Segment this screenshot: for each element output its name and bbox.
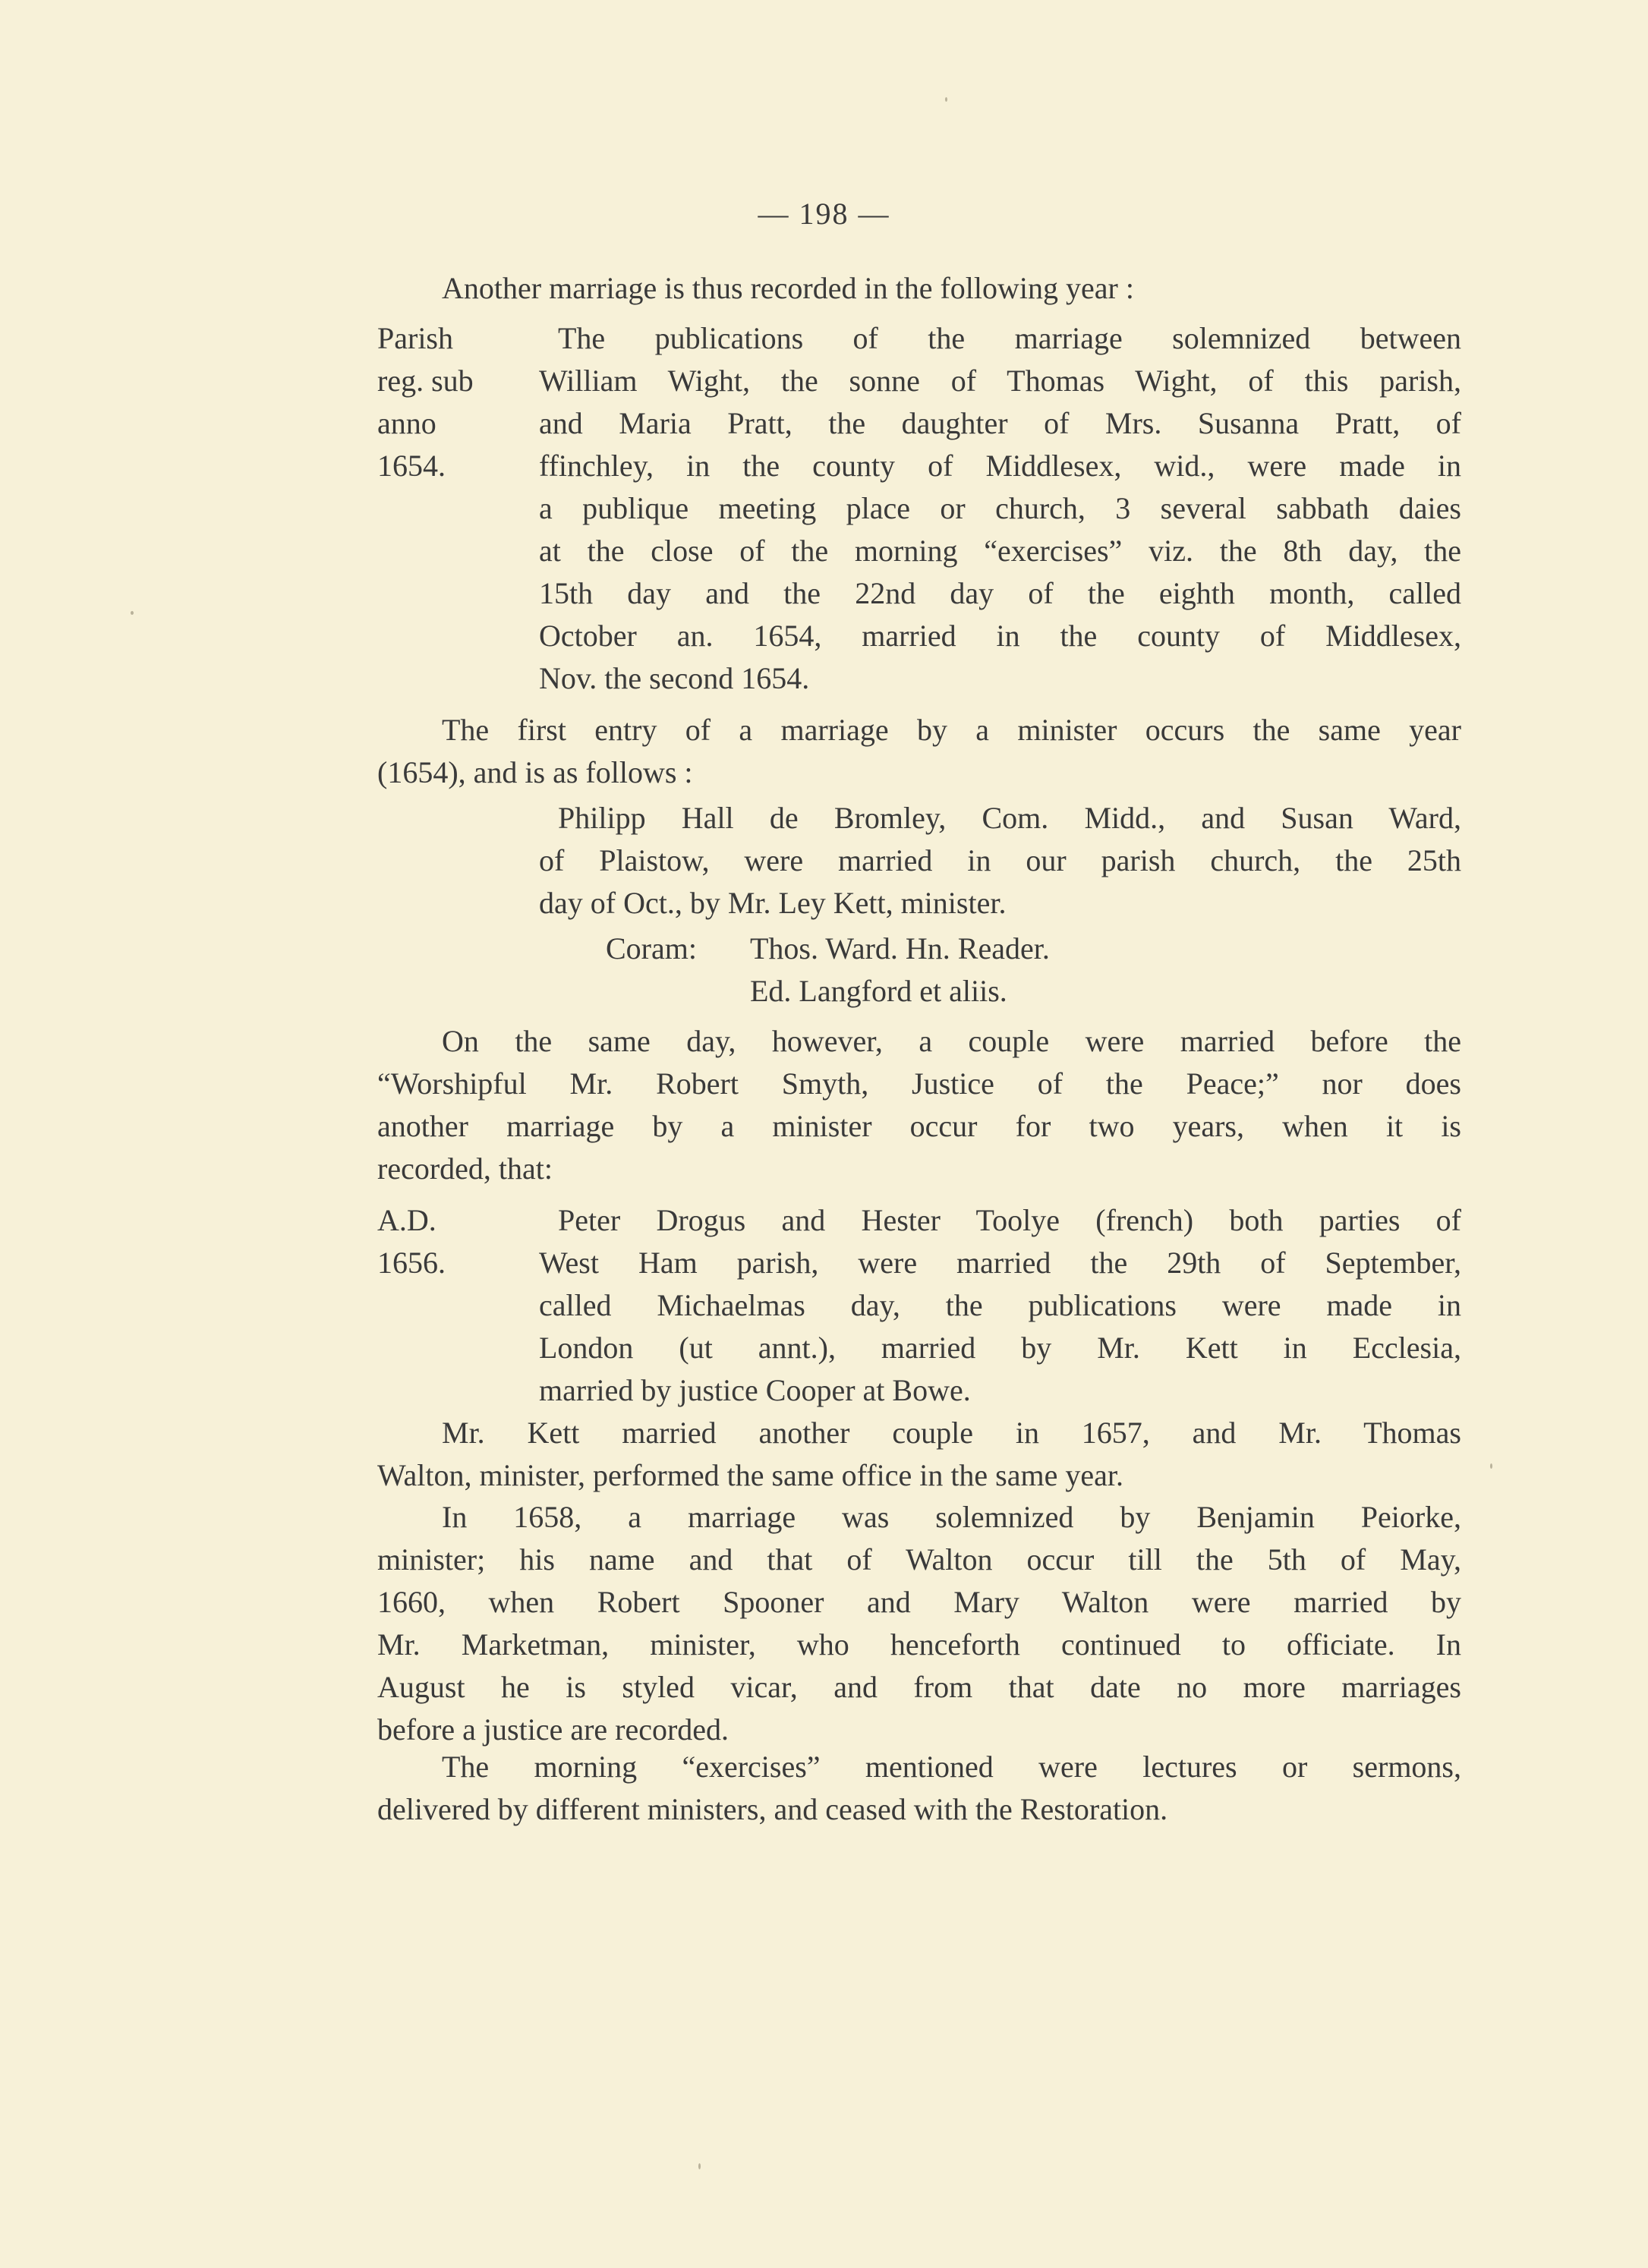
text-line: of Plaistow, were married in our parish church, the 25th bbox=[539, 843, 1461, 877]
hall-ward-extract bbox=[539, 797, 1461, 925]
kett-paragraph bbox=[377, 1412, 1461, 1497]
coram-label: Coram: bbox=[606, 931, 697, 965]
witness-line: Ed. Langford et aliis. bbox=[750, 974, 1007, 1008]
text-line: The publications of the marriage solemnized between bbox=[558, 321, 1461, 355]
text-line: The morning “exercises” mentioned were lectures or sermons, bbox=[442, 1750, 1461, 1784]
register-extract-1656 bbox=[539, 1199, 1461, 1412]
paper-speck bbox=[945, 97, 947, 102]
text-line: “Worshipful Mr. Robert Smyth, Justice of the Peace;” nor does bbox=[377, 1066, 1461, 1101]
margin-note-line: reg. sub bbox=[377, 364, 474, 398]
text-line: Nov. the second 1654. bbox=[539, 661, 810, 695]
margin-note-line: Parish bbox=[377, 321, 453, 355]
text-line: West Ham parish, were married the 29th of September, bbox=[539, 1246, 1461, 1280]
text-line: In 1658, a marriage was solemnized by Benjamin Peiorke, bbox=[442, 1500, 1461, 1534]
text-line: Walton, minister, performed the same office in the same year. bbox=[377, 1458, 1123, 1492]
text-line: delivered by different ministers, and ceased with the Restoration. bbox=[377, 1792, 1168, 1826]
text-line: Mr. Kett married another couple in 1657, and Mr. Thomas bbox=[442, 1416, 1461, 1450]
margin-note-line: 1654. bbox=[377, 449, 446, 483]
text-line: The first entry of a marriage by a minister occurs the same year bbox=[442, 713, 1461, 747]
text-line: a publique meeting place or church, 3 several sabbath daies bbox=[539, 491, 1461, 525]
margin-note-1654 bbox=[377, 317, 529, 487]
marriage-1658-paragraph bbox=[377, 1496, 1461, 1751]
text-line: 1660, when Robert Spooner and Mary Walton were married by bbox=[377, 1585, 1461, 1619]
witness-line: Thos. Ward. Hn. Reader. bbox=[750, 931, 1050, 965]
witnesses-block bbox=[606, 928, 1050, 1013]
same-day-paragraph bbox=[377, 1020, 1461, 1190]
paper-speck bbox=[1490, 1463, 1492, 1469]
margin-note-line: A.D. bbox=[377, 1203, 436, 1237]
intro-paragraph bbox=[377, 267, 1461, 310]
text-line: 15th day and the 22nd day of the eighth month, called bbox=[539, 576, 1461, 610]
text-line: another marriage by a minister occur for two years, when it is bbox=[377, 1109, 1461, 1143]
text-line: Mr. Marketman, minister, who henceforth continued to officiate. In bbox=[377, 1627, 1461, 1662]
text-line: August he is styled vicar, and from that date no more marriages bbox=[377, 1670, 1461, 1704]
text-line: minister; his name and that of Walton occur till the 5th of May, bbox=[377, 1542, 1461, 1577]
text-line: On the same day, however, a couple were married before the bbox=[442, 1024, 1461, 1058]
text-line: ffinchley, in the county of Middlesex, wid., were made in bbox=[539, 449, 1461, 483]
text-line: Peter Drogus and Hester Toolye (french) both parties of bbox=[558, 1203, 1461, 1237]
margin-note-1656 bbox=[377, 1199, 529, 1284]
text-line: at the close of the morning “exercises” viz. the 8th day, the bbox=[539, 534, 1461, 568]
margin-note-line: 1656. bbox=[377, 1246, 446, 1280]
register-extract-1654 bbox=[539, 317, 1461, 700]
page-number: — 198 — bbox=[758, 197, 890, 231]
text-line: Another marriage is thus recorded in the following year : bbox=[442, 271, 1134, 305]
text-line: called Michaelmas day, the publications were made in bbox=[539, 1288, 1461, 1322]
paper-speck bbox=[131, 611, 134, 615]
text-line: day of Oct., by Mr. Ley Kett, minister. bbox=[539, 886, 1007, 920]
text-line: (1654), and is as follows : bbox=[377, 755, 693, 789]
margin-note-line: anno bbox=[377, 406, 436, 440]
paper-speck bbox=[698, 2163, 701, 2169]
text-line: before a justice are recorded. bbox=[377, 1712, 729, 1747]
text-line: and Maria Pratt, the daughter of Mrs. Susanna Pratt, of bbox=[539, 406, 1461, 440]
text-line: recorded, that: bbox=[377, 1151, 553, 1186]
text-line: Philipp Hall de Bromley, Com. Midd., and Susan Ward, bbox=[558, 801, 1461, 835]
first-minister-paragraph bbox=[377, 709, 1461, 794]
text-line: London (ut annt.), married by Mr. Kett in Ecclesia, bbox=[539, 1331, 1461, 1365]
exercises-paragraph bbox=[377, 1746, 1461, 1831]
text-line: William Wight, the sonne of Thomas Wight, of this parish, bbox=[539, 364, 1461, 398]
text-line: October an. 1654, married in the county of Middlesex, bbox=[539, 619, 1461, 653]
text-line: married by justice Cooper at Bowe. bbox=[539, 1373, 971, 1407]
